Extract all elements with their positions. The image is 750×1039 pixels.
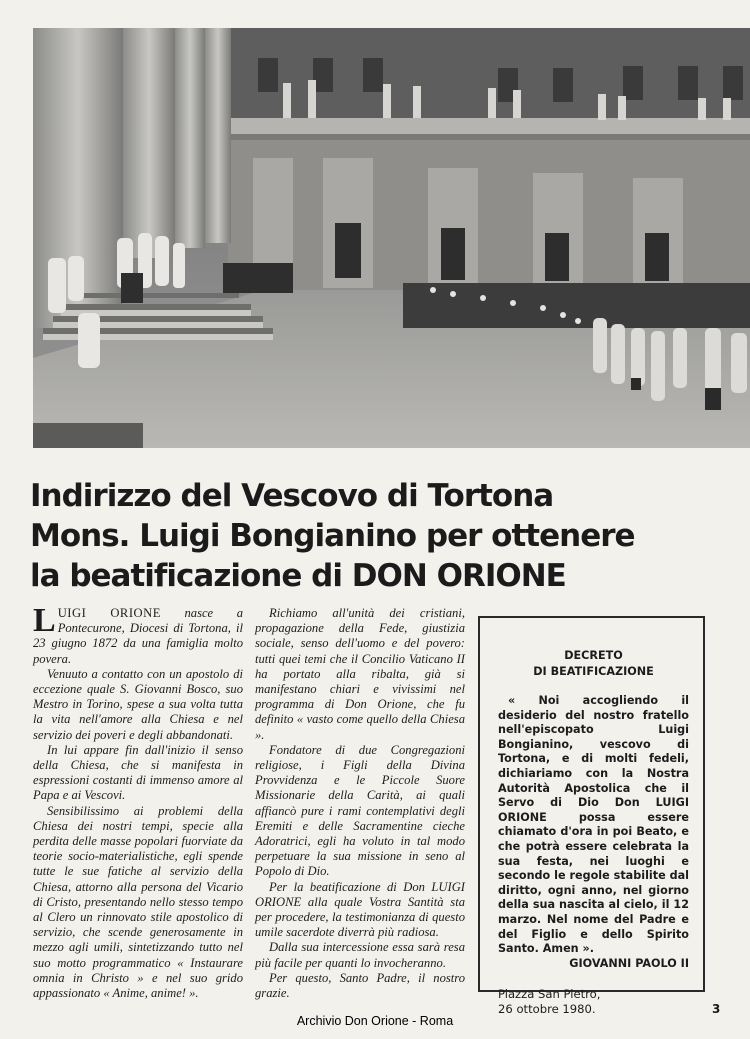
paragraph: Sensibilissimo ai problemi della Chiesa dei nostri tempi, specie alla perdita delle masse popolari fuorviate da teorie socio-materialistiche, egli spende tutte le sue fatiche al servizio della Chiesa, attorno alla persona del Vicario di Cristo, presentando nello stesso tempo al Clero un rinnovato stile apostolico di servizio, che scende generosamente in mezzo agli umili, sintetizzando tutto nel suo motto programmatico « Instaurare omnia in Christo » e nel suo grido appassionato « Anime, anime! ». bbox=[33, 803, 243, 1001]
decree-title-line-1: DECRETO bbox=[564, 649, 623, 662]
article-column-1 bbox=[33, 602, 243, 1001]
paragraph: Venuuto a contatto con un apostolo di eccezione quale S. Giovanni Bosco, suo Mestro in Torino, spese a sua volta tutta la vita nell'amore alla Chiesa e nel servizio dei poveri e degli abbandonati. bbox=[33, 666, 243, 742]
page-number: 3 bbox=[712, 1002, 721, 1016]
decree-signature: GIOVANNI PAOLO II bbox=[569, 956, 689, 970]
paragraph: Dalla sua intercessione essa sarà resa più facile per quanti lo invocheranno. bbox=[255, 940, 465, 970]
paragraph: Richiamo all'unità dei cristiani, propagazione della Fede, giustizia sociale, senso dell'uomo e del povero: tutti quei temi che il Concilio Vaticano II ha portato alla ribalta, già si manifestano chiari e vivissimi nel programma di Don Orione, che fu definito « vasto come quello della Chiesa ». bbox=[255, 606, 465, 742]
decree-title-line-2: DI BEATIFICAZIONE bbox=[533, 665, 654, 678]
article-column-2 bbox=[255, 606, 465, 1001]
decree-date: 26 ottobre 1980. bbox=[498, 1002, 596, 1017]
archive-footer: Archivio Don Orione - Roma bbox=[296, 1014, 454, 1028]
decree-title bbox=[498, 648, 689, 680]
headline-line-1: Indirizzo del Vescovo di Tortona bbox=[30, 478, 554, 514]
paragraph: Fondatore di due Congregazioni religiose, i Figli della Divina Provvidenza e le Piccole Suore Missionarie della Carità, ai quali affiancò pure i rami contemplativi degli Eremiti e delle Sacramentine cieche Adoratrici, egli ha voluto in tal modo perpetuare la sua missione in seno al Popolo di Dio. bbox=[255, 742, 465, 879]
decree-place: Piazza San Pietro, bbox=[498, 987, 601, 1002]
photo-illustration bbox=[33, 28, 750, 448]
drop-cap: L bbox=[33, 602, 56, 639]
paragraph-text: nasce a Pontecurone, Diocesi di Tortona, il 23 giugno 1872 da una famiglia molto povera. bbox=[33, 606, 243, 666]
headline-line-2: Mons. Luigi Bongianino per ottenere bbox=[30, 518, 635, 554]
decree-text: « Noi accogliendo il desiderio del nostro fratello nell'episcopato Luigi Bongianino, vescovo di Tortona, e di molti fedeli, dichiariamo con la Nostra Autorità Apostolica che il Servo di Dio Don LUIGI ORIONE possa essere chiamato d'ora in poi Beato, e che potrà essere celebrata la sua festa, nei luoghi e secondo le regole stabilite dal diritto, ogni anno, nel giorno della sua nascita al cielo, il 12 marzo. Nel nome del Padre e del Figlio e dello Spirito Santo. Amen ». bbox=[498, 694, 689, 956]
ceremony-photo bbox=[33, 28, 750, 448]
article-headline bbox=[30, 476, 730, 596]
decree-box bbox=[478, 616, 705, 1017]
headline-line-3: la beatificazione di DON ORIONE bbox=[30, 558, 566, 594]
paragraph bbox=[33, 602, 243, 667]
paragraph: Per la beatificazione di Don LUIGI ORIONE alla quale Vostra Santità sta per procedere, la testimonianza di questo umile sacerdote diverrà più radiosa. bbox=[255, 879, 465, 940]
paragraph: Per questo, Santo Padre, il nostro grazie. bbox=[255, 970, 465, 1001]
decree-place-date bbox=[498, 987, 689, 1017]
paragraph: In lui appare fin dall'inizio il senso della Chiesa, che si manifesta in espressioni costanti di immenso amore al Papa e ai Vescovi. bbox=[33, 742, 243, 803]
lead-name: UIGI ORIONE bbox=[57, 606, 161, 620]
